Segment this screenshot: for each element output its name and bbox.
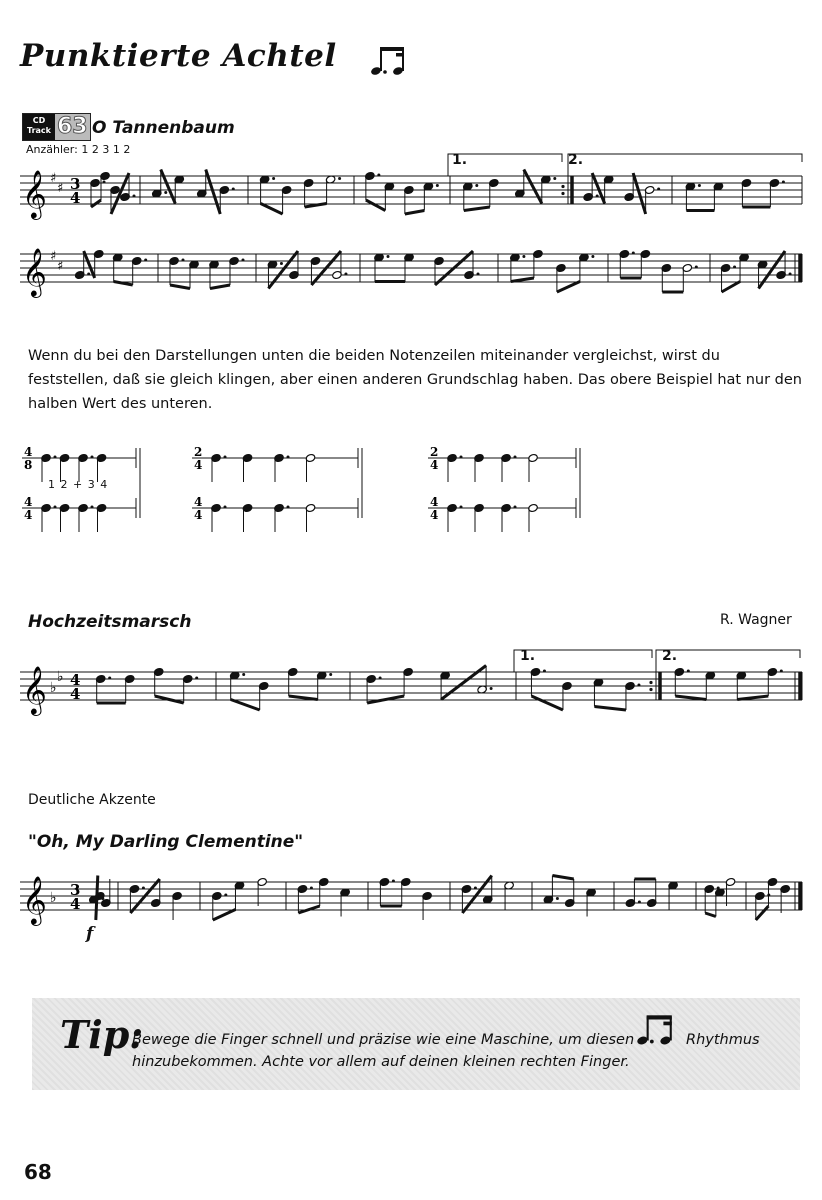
count-in-label: Anzähler: 1 2 3 1 2 (26, 143, 131, 156)
augmentation-dot (272, 177, 275, 180)
sharp-sign: ♯ (50, 171, 57, 186)
augmentation-dot (392, 880, 395, 883)
augmentation-dot (224, 456, 227, 459)
augmentation-dot (789, 273, 792, 276)
sharp-sign: ♯ (50, 249, 57, 264)
time-signature-bottom: 8 (24, 458, 33, 472)
note-beam (592, 173, 605, 204)
augmentation-dot (54, 506, 57, 509)
note-beam (557, 282, 580, 293)
staff-clementine (20, 870, 802, 924)
dotted-eighth-rhythm-icon-small (634, 1012, 676, 1048)
time-signature-top: 4 (24, 445, 33, 459)
augmentation-dot (91, 506, 94, 509)
augmentation-dot (657, 188, 660, 191)
note-beam (210, 285, 230, 289)
tip-line-1b: Rhythmus (686, 1032, 760, 1048)
time-signature-bottom: 4 (194, 458, 203, 472)
augmentation-dot (280, 262, 283, 265)
augmentation-dot (475, 184, 478, 187)
augmentation-dot (780, 670, 783, 673)
ending-1-label: 1. (452, 152, 468, 168)
note-beam (737, 696, 768, 700)
augmentation-dot (379, 677, 382, 680)
cd-track-number: 63 (57, 114, 88, 139)
augmentation-dot (103, 181, 106, 184)
augmentation-dot (87, 273, 90, 276)
augmentation-dot (591, 255, 594, 258)
augmentation-dot (637, 684, 640, 687)
dotted-eighth-rhythm-icon (368, 44, 408, 78)
augmentation-dot (687, 670, 690, 673)
time-signature-bottom: 4 (430, 458, 439, 472)
augmentation-dot (195, 677, 198, 680)
volta-bracket (568, 154, 802, 176)
augmentation-dot (91, 456, 94, 459)
tip-line-1a: Bewege die Finger schnell und präzise wie eine Maschine, um diesen (132, 1032, 635, 1048)
explanation-text (28, 344, 808, 416)
time-signature-top: 4 (70, 671, 81, 689)
repeat-dot (649, 688, 652, 691)
note-beam (170, 285, 190, 289)
augmentation-dot (377, 174, 380, 177)
note-beam (289, 696, 318, 700)
augmentation-dot (287, 456, 290, 459)
time-signature-top: 3 (70, 881, 81, 899)
note-beam (756, 906, 769, 920)
augmentation-dot (182, 259, 185, 262)
time-signature-top: 2 (194, 445, 203, 459)
augmentation-dot (242, 259, 245, 262)
treble-clef: 𝄞 (22, 247, 47, 296)
augmentation-dot (522, 255, 525, 258)
ending-2-label-2: 2. (662, 648, 678, 664)
augmentation-dot (490, 687, 493, 690)
explanation-line-1: Wenn du bei den Darstellungen unten die beiden Notenzeilen miteinander vergleichst, wirst du (28, 348, 720, 364)
treble-clef: 𝄞 (22, 665, 47, 714)
note-beam (231, 700, 260, 711)
augmentation-dot (460, 456, 463, 459)
augmentation-dot (596, 195, 599, 198)
time-signature-top: 4 (194, 495, 203, 509)
page-number: 68 (24, 1160, 52, 1184)
augmentation-dot (474, 887, 477, 890)
note-beam (722, 282, 741, 293)
song-title-hochzeitsmarsch: Hochzeitsmarsch (28, 612, 192, 632)
explanation-line-3: halben Wert des unteren. (28, 396, 213, 412)
accent-note: Deutliche Akzente (28, 792, 156, 808)
time-signature-bottom: 4 (194, 508, 203, 522)
time-signature-top: 4 (24, 495, 33, 509)
note-beam (96, 876, 98, 921)
augmentation-dot (632, 252, 635, 255)
treble-clef: 𝄞 (22, 875, 47, 924)
time-signature-bottom: 4 (430, 508, 439, 522)
flat-sign: ♭ (50, 680, 57, 696)
time-signature-top: 3 (70, 175, 81, 193)
augmentation-dot (387, 255, 390, 258)
augmentation-dot (514, 456, 517, 459)
note-beam (213, 910, 236, 921)
note-beam (552, 876, 573, 880)
time-signature-top: 4 (430, 495, 439, 509)
augmentation-dot (164, 191, 167, 194)
augmentation-dot (553, 177, 556, 180)
augmentation-dot (460, 506, 463, 509)
repeat-dot (561, 192, 564, 195)
note-beam (366, 200, 386, 211)
augmentation-dot (108, 677, 111, 680)
augmentation-dot (242, 673, 245, 676)
repeat-dot (561, 185, 564, 188)
note-beam (633, 173, 646, 214)
song-title-clementine: "Oh, My Darling Clementine" (28, 832, 304, 852)
augmentation-dot (344, 273, 347, 276)
augmentation-dot (338, 177, 341, 180)
note-beam (511, 278, 534, 282)
staff-tannenbaum-1 (20, 164, 802, 218)
augmentation-dot (142, 887, 145, 890)
time-signature-bottom: 4 (70, 685, 81, 703)
augmentation-dot (695, 266, 698, 269)
ending-2-label: 2. (568, 152, 584, 168)
augmentation-dot (54, 456, 57, 459)
time-signature-bottom: 4 (24, 508, 33, 522)
staff-hochzeitsmarsch (20, 660, 802, 714)
time-signature-top: 2 (430, 445, 439, 459)
cd-track-label: CD Track (23, 114, 55, 140)
sharp-sign: ♯ (57, 181, 64, 196)
augmentation-dot (287, 506, 290, 509)
augmentation-dot (224, 894, 227, 897)
augmentation-dot (782, 181, 785, 184)
note-beam (705, 913, 716, 917)
time-signature-bottom: 4 (70, 895, 81, 913)
augmentation-dot (543, 670, 546, 673)
note-beam (462, 876, 491, 914)
augmentation-dot (638, 901, 641, 904)
note-beam (161, 170, 176, 204)
counting-label: 1 2 + 3 4 (48, 478, 109, 491)
augmentation-dot (232, 188, 235, 191)
time-signature-bottom: 4 (70, 189, 81, 207)
augmentation-dot (514, 506, 517, 509)
song-title-tannenbaum: O Tannenbaum (92, 118, 235, 138)
augmentation-dot (477, 273, 480, 276)
augmentation-dot (698, 184, 701, 187)
augmentation-dot (224, 506, 227, 509)
augmentation-dot (733, 266, 736, 269)
augmentation-dot (133, 195, 136, 198)
note-beam (261, 204, 283, 215)
staff-tannenbaum-2 (20, 242, 802, 296)
repeat-dot (649, 681, 652, 684)
flat-sign: ♭ (50, 890, 57, 906)
tip-label: Tip: (60, 1012, 144, 1057)
note-beam (441, 666, 486, 700)
augmentation-dot (329, 673, 332, 676)
augmentation-dot (436, 184, 439, 187)
dynamic-forte: f (86, 924, 94, 944)
ending-1-label-2: 1. (520, 648, 536, 664)
explanation-line-2: feststellen, daß sie gleich klingen, aber einen anderen Grundschlag haben. Das obere Beispiel hat nur den (28, 372, 802, 388)
note-beam (759, 251, 786, 289)
page-title (20, 38, 337, 74)
flat-sign: ♭ (57, 669, 64, 685)
augmentation-dot (556, 897, 559, 900)
note-beam (594, 707, 626, 711)
note-beam (268, 251, 298, 289)
page-title-text: Punktierte Achtel (20, 38, 337, 74)
note-beam (531, 696, 563, 710)
treble-clef: 𝄞 (22, 169, 47, 218)
note-beam (405, 211, 425, 215)
note-beam (464, 207, 490, 211)
note-beam (524, 170, 542, 204)
augmentation-dot (310, 887, 313, 890)
sharp-sign: ♯ (57, 259, 64, 274)
cd-track-badge (22, 108, 91, 141)
composer: R. Wagner (720, 612, 792, 628)
tip-line-2: hinzubekommen. Achte vor allem auf deinen kleinen rechten Finger. (132, 1054, 630, 1070)
augmentation-dot (144, 259, 147, 262)
note-beam (675, 696, 706, 700)
